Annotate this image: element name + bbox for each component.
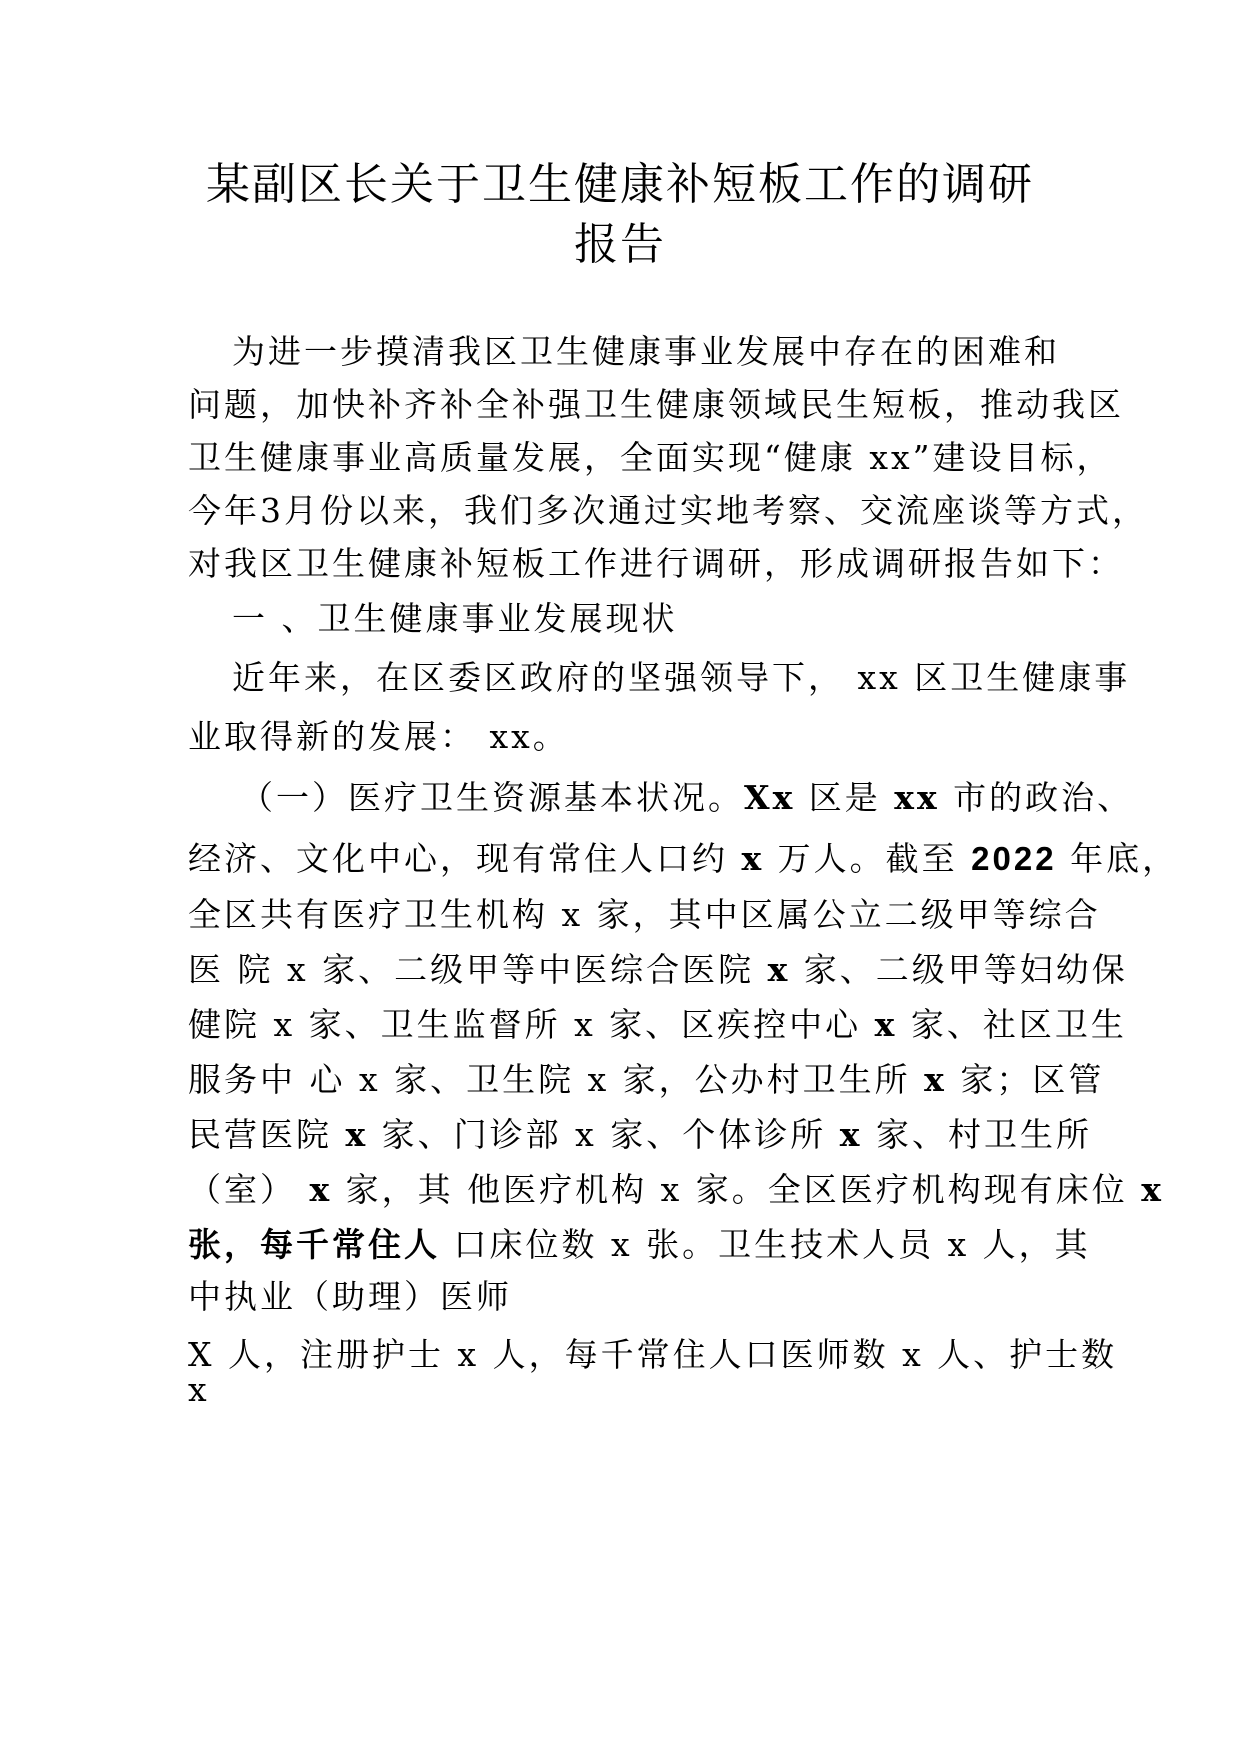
text-run: 家、村卫生所 <box>862 1115 1092 1154</box>
text-run: 健院 x 家、卫生监督所 x 家、区疾控中心 <box>188 1005 875 1044</box>
text-run: （室） <box>188 1170 310 1209</box>
subsection-line-3: 全区共有医疗卫生机构 x 家，其中区属公立二级甲等综合 <box>188 895 1101 934</box>
text-run: （一）医疗卫生资源基本状况。 <box>240 778 744 817</box>
intro-line-4: 今年3月份以来，我们多次通过实地考察、交流座谈等方式， <box>188 491 1148 530</box>
bold-run: 张，每千常住人 <box>188 1225 440 1264</box>
section1-line-2: 业取得新的发展： xx。 <box>188 717 569 756</box>
bold-run: Xx <box>744 778 796 817</box>
text-run: 家、门诊部 x 家、个体诊所 <box>368 1115 840 1154</box>
subsection-line-11: X 人，注册护士 x 人，每千常住人口医师数 x 人、护士数 <box>188 1335 1118 1374</box>
text-run: 万人。截至 <box>764 839 972 878</box>
bold-run: x <box>309 1170 333 1209</box>
text-run: 家、二级甲等妇幼保 <box>790 950 1128 989</box>
bold-run: x <box>345 1115 369 1154</box>
subsection-line-8 <box>188 1168 1164 1212</box>
bold-run: xx <box>894 778 940 817</box>
intro-line-5: 对我区卫生健康补短板工作进行调研，形成调研报告如下： <box>188 544 1124 583</box>
subsection-line-1 <box>240 776 1133 820</box>
document-title-line-1: 某副区长关于卫生健康补短板工作的调研 <box>206 159 1034 210</box>
bold-run: x <box>839 1115 863 1154</box>
subsection-line-10: 中执业（助理）医师 <box>188 1277 512 1316</box>
bold-run: x <box>741 839 765 878</box>
text-run: 民营医院 <box>188 1115 346 1154</box>
bold-run: x <box>874 1005 898 1044</box>
text-run: 口床位数 x 张。卫生技术人员 x 人，其 <box>440 1225 1091 1264</box>
subsection-line-9 <box>188 1223 1091 1267</box>
document-title-line-2: 报告 <box>574 219 666 270</box>
subsection-line-2 <box>188 837 1179 881</box>
bold-year-run: 2022 <box>971 840 1057 877</box>
subsection-line-5 <box>188 1003 1127 1047</box>
bold-run: x <box>1141 1170 1164 1209</box>
text-run: 服务中 心 x 家、卫生院 x 家，公办村卫生所 <box>188 1060 925 1099</box>
bold-run: x <box>767 950 791 989</box>
subsection-line-6 <box>188 1058 1104 1102</box>
text-run: 区是 <box>795 778 895 817</box>
section1-line-1: 近年来，在区委区政府的坚强领导下， xx 区卫生健康事 <box>232 658 1131 697</box>
intro-line-2: 问题，加快补齐补全补强卫生健康领域民生短板，推动我区 <box>188 385 1124 424</box>
intro-line-1: 为进一步摸清我区卫生健康事业发展中存在的困难和 <box>232 332 1060 371</box>
text-run: 家，其 他医疗机构 x 家。全区医疗机构现有床位 <box>332 1170 1142 1209</box>
text-run: 家；区管 <box>946 1060 1105 1099</box>
section-heading: 一 、卫生健康事业发展现状 <box>232 599 678 638</box>
text-run: 市的政治、 <box>939 778 1134 817</box>
text-run: 家、社区卫生 <box>897 1005 1127 1044</box>
intro-line-3: 卫生健康事业高质量发展，全面实现“健康 xx”建设目标， <box>188 438 1113 477</box>
text-run: 医 院 x 家、二级甲等中医综合医院 <box>188 950 768 989</box>
text-run: 经济、文化中心，现有常住人口约 <box>188 839 742 878</box>
text-run: 年底， <box>1056 839 1179 878</box>
subsection-line-4 <box>188 948 1128 992</box>
subsection-line-7 <box>188 1113 1092 1157</box>
subsection-line-12: x <box>188 1370 210 1409</box>
bold-run: x <box>924 1060 947 1099</box>
